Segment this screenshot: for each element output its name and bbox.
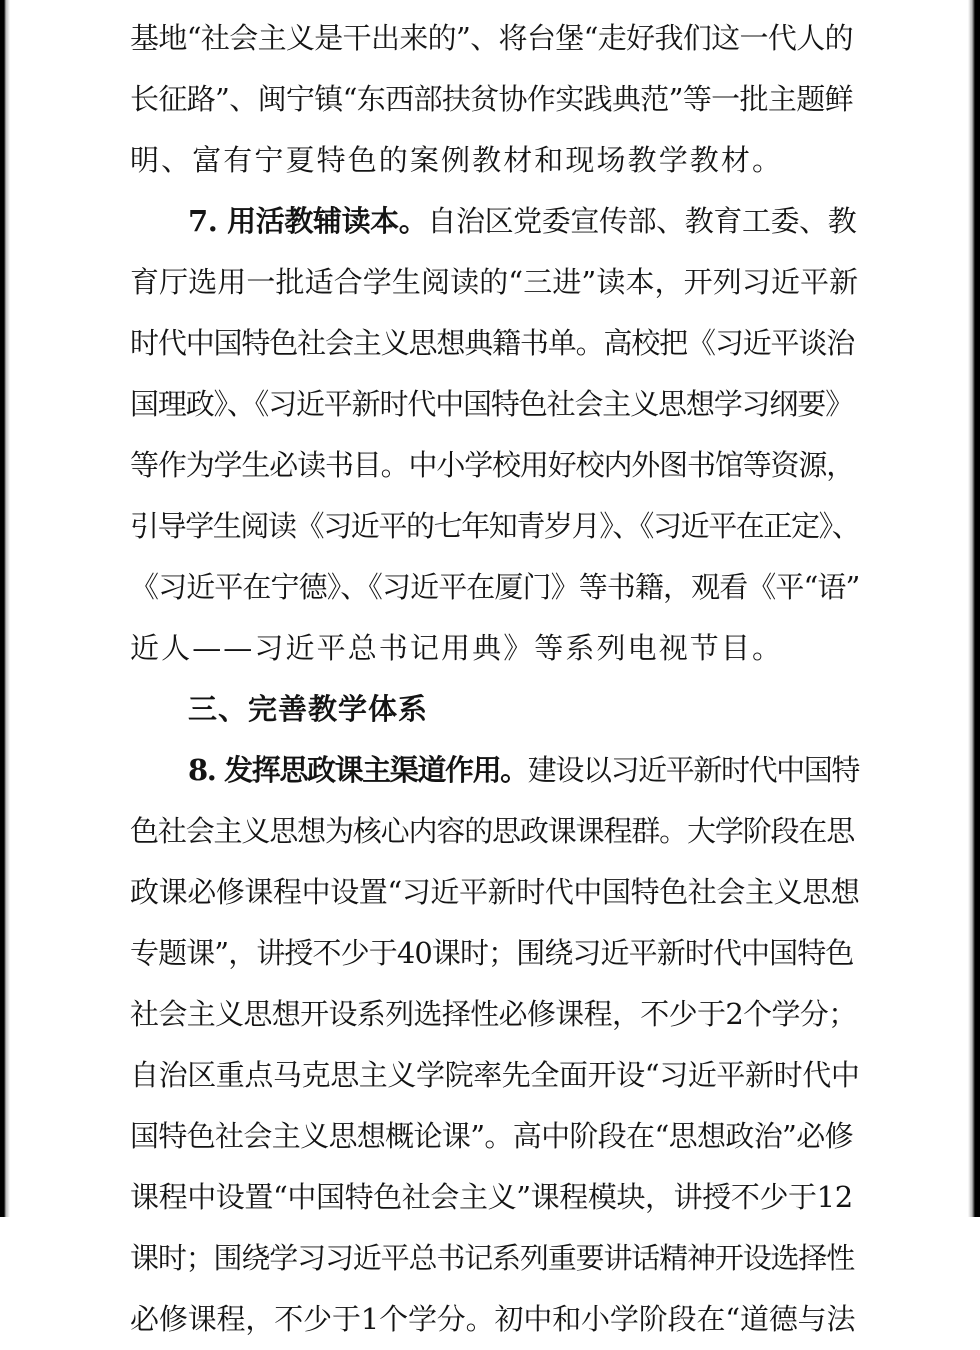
text-line: 必修课程，不少于1个学分。初中和小学阶段在“道德与法 [130, 1302, 856, 1336]
item-7-lead: 7. 用活教辅读本。 [188, 204, 428, 238]
text-line: 自治区重点马克思主义学院率先全面开设“习近平新时代中 [130, 1058, 860, 1092]
text-line: 课时；围绕学习习近平总书记系列重要讲话精神开设选择性 [130, 1241, 855, 1275]
item-7-text: 自治区党委宣传部、教育工委、教 [427, 204, 857, 238]
text-line: 时代中国特色社会主义思想典籍书单。高校把《习近平谈治 [130, 326, 855, 360]
text-line: 社会主义思想开设系列选择性必修课程，不少于2个学分； [130, 997, 857, 1031]
item-8-first-line [130, 740, 858, 801]
text-line: 色社会主义思想为核心内容的思政课课程群。大学阶段在思 [130, 814, 855, 848]
text-line: 政课必修课程中设置“习近平新时代中国特色社会主义思想 [130, 875, 860, 909]
section-heading: 三、完善教学体系 [188, 692, 429, 726]
item-8-text: 建设以习近平新时代中国特 [527, 753, 859, 787]
text-line: 专题课”，讲授不少于40课时；围绕习近平新时代中国特色 [130, 936, 854, 970]
text-line: 育厅选用一批适合学生阅读的“三进”读本，开列习近平新 [130, 265, 859, 299]
document-body [130, 8, 858, 1350]
text-line: 近人——习近平总书记用典》等系列电视节目。 [130, 631, 784, 665]
text-line: 明、富有宁夏特色的案例教材和现场教学教材。 [130, 143, 784, 177]
text-line: 国特色社会主义思想概论课”。高中阶段在“思想政治”必修 [130, 1119, 853, 1153]
text-line: 国理政》、《习近平新时代中国特色社会主义思想学习纲要》 [130, 387, 853, 421]
text-line: 基地“社会主义是干出来的”、将台堡“走好我们这一代人的 [130, 21, 853, 55]
text-line: 引导学生阅读《习近平的七年知青岁月》、《习近平在正定》、 [130, 509, 860, 543]
text-line: 《习近平在宁德》、《习近平在厦门》等书籍，观看《平“语” [130, 570, 860, 604]
text-line: 课程中设置“中国特色社会主义”课程模块，讲授不少于12 [130, 1180, 853, 1214]
item-8-lead: 8. 发挥思政课主渠道作用。 [188, 753, 528, 787]
text-line: 等作为学生必读书目。中小学校用好校内外图书馆等资源， [130, 448, 855, 482]
text-line: 长征路”、闽宁镇“东西部扶贫协作实践典范”等一批主题鲜 [130, 82, 853, 116]
item-7-first-line [130, 191, 858, 252]
